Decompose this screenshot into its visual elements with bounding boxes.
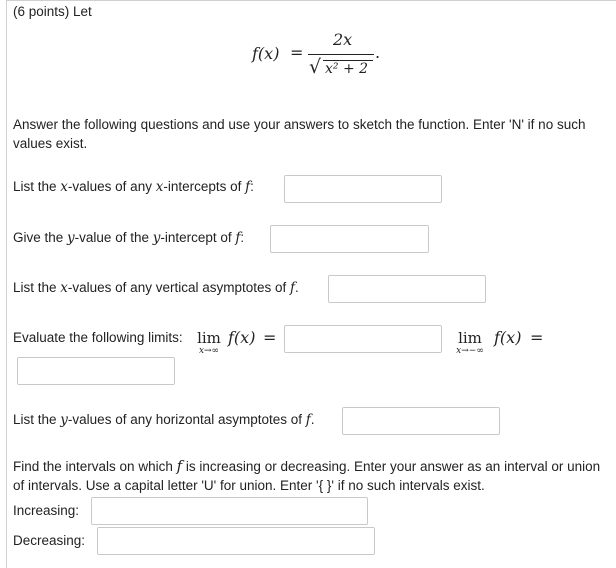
limit-equals: = — [263, 328, 277, 347]
vertical-asymptotes-input[interactable] — [328, 275, 486, 303]
q1-var-x: x — [60, 179, 68, 195]
q3-label — [13, 280, 299, 296]
q5-colon: . — [310, 412, 315, 427]
q5-var-f: f — [305, 412, 311, 428]
q1-colon: : — [250, 179, 254, 194]
q5-text-pre: List the — [13, 412, 61, 427]
lim-word-2: lim — [458, 329, 482, 347]
limit-equals-2: = — [530, 328, 544, 347]
q2-text-mid: -value of the — [74, 230, 153, 245]
q1-text-pre: List the — [13, 179, 61, 194]
formula-denominator: x² + 2 — [325, 61, 369, 77]
limit-pos-inf-input[interactable] — [284, 325, 442, 353]
q2-label — [13, 230, 244, 246]
q6-text-pre: Find the intervals on which — [13, 459, 177, 474]
x-intercepts-input[interactable] — [284, 175, 442, 203]
q1-var-x2: x — [155, 179, 164, 195]
q2-colon: : — [240, 230, 245, 245]
horizontal-asymptotes-input[interactable] — [342, 407, 500, 435]
lim-word: lim — [197, 329, 221, 347]
q2-text-pre: Give the — [13, 230, 68, 245]
q4-label: Evaluate the following limits: — [13, 330, 183, 345]
increasing-label: Increasing: — [13, 503, 80, 518]
q6-text-post: is increasing or decreasing. Enter your answer as an interval or union of intervals. Use a capital letter 'U' for union. Enter '{ }' if no such intervals exist. — [13, 459, 601, 493]
q1-var-f: f — [245, 179, 251, 195]
q6-var-f: f — [176, 457, 183, 475]
limit-neg-inf-input[interactable] — [17, 357, 175, 385]
lim-subscript-pos: x→∞ — [198, 346, 220, 356]
q3-var-f: f — [290, 280, 296, 296]
q5-label — [13, 412, 315, 428]
q2-var-y: y — [67, 230, 75, 246]
q2-var-f: f — [235, 230, 241, 246]
q3-text-pre: List the — [13, 280, 61, 295]
y-intercept-input[interactable] — [270, 225, 429, 253]
q2-text-post: -intercept of — [160, 230, 236, 245]
instructions-text: Answer the following questions and use your answers to sketch the function. Enter 'N' if no such values exist. — [13, 117, 586, 151]
formula-equals: = — [290, 43, 304, 62]
formula-period: . — [375, 43, 381, 62]
limit-neg-inf — [450, 330, 490, 356]
lim-subscript-neg: x→−∞ — [456, 346, 484, 356]
radical-sign: √ — [309, 56, 322, 78]
formula-lhs: f(x) — [252, 44, 280, 63]
q3-colon: . — [295, 280, 299, 295]
q2-var-y2: y — [152, 230, 161, 246]
fraction-bar — [308, 54, 374, 55]
formula-numerator: 2x — [333, 30, 353, 49]
limit-pos-inf — [194, 330, 224, 356]
decreasing-label: Decreasing: — [13, 533, 86, 548]
q1-text-mid: -values of any — [67, 179, 156, 194]
q5-text-post: -values of any horizontal asymptotes of — [67, 412, 306, 427]
limit-fx-2: f(x) — [494, 328, 522, 347]
q3-var-x: x — [60, 280, 68, 296]
increasing-input[interactable] — [91, 497, 368, 525]
limit-fx: f(x) — [228, 328, 256, 347]
q6-instructions — [13, 457, 613, 495]
q5-var-y: y — [60, 412, 68, 428]
decreasing-input[interactable] — [97, 527, 375, 555]
question-header: (6 points) Let — [13, 4, 92, 19]
q1-label — [13, 179, 254, 195]
q1-text-post: -intercepts of — [163, 179, 246, 194]
q3-text-post: -values of any vertical asymptotes of — [67, 280, 291, 295]
